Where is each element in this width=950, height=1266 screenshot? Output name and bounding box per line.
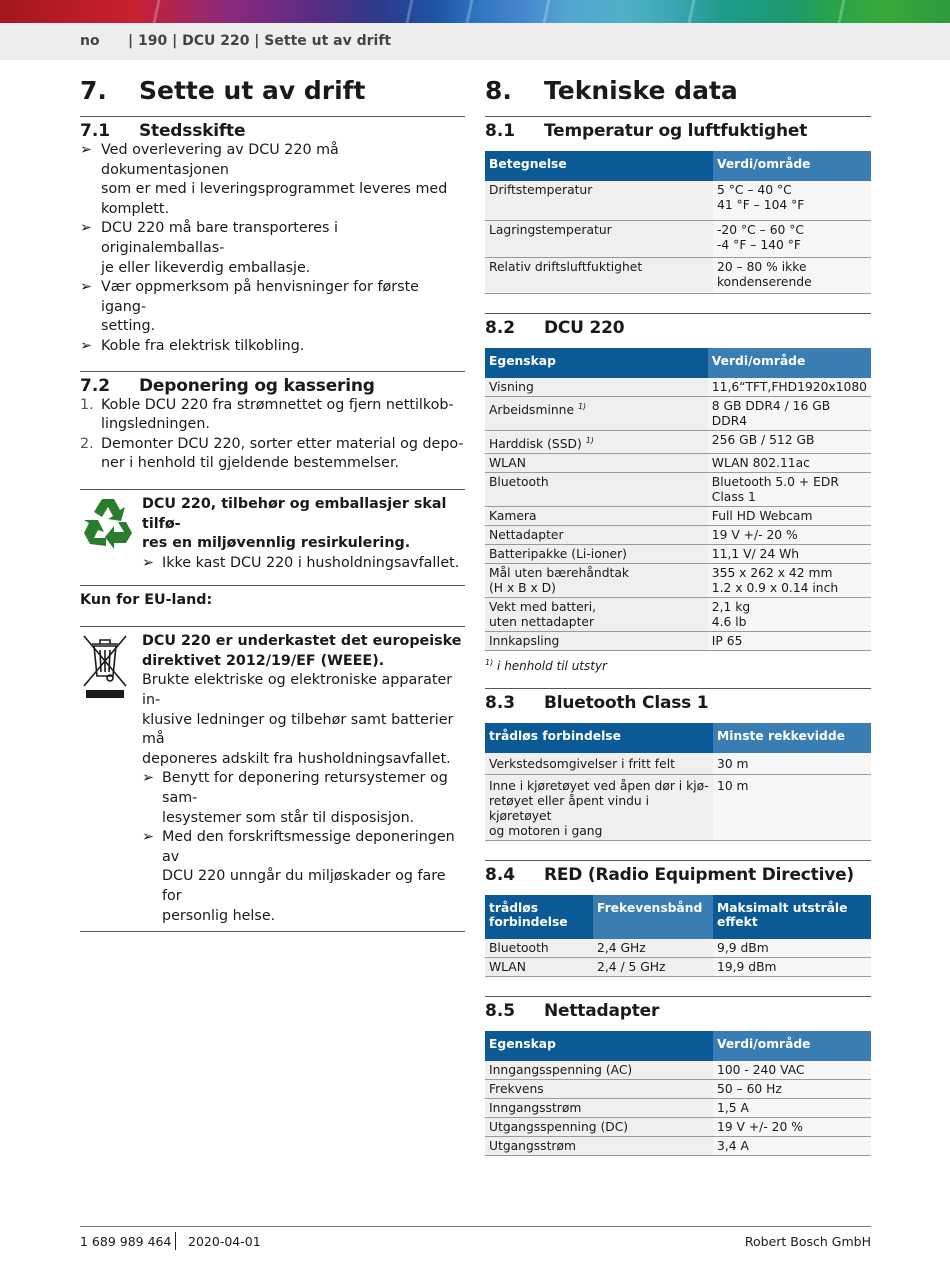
- table-row: Bluetooth 2,4 GHz 9,9 dBm: [485, 939, 871, 958]
- footnote: $^{1)}$ i henhold til utstyr: [485, 657, 607, 673]
- power-adapter-table: Egenskap Verdi/område Inngangsspenning (AC) 100 - 240 VAC Frekvens 50 – 60 Hz Inngangsstrøm 1,5 A Utgangsspenning (DC) 19 V +/- 20 % Utgangsstrøm 3,4 A: [485, 1031, 871, 1156]
- section-8-2-heading: 8.2 DCU 220: [485, 317, 625, 338]
- bosch-supergraphic-bar: [0, 0, 950, 23]
- table-row: Driftstemperatur 5 °C – 40 °C 41 °F – 104 °F: [485, 181, 871, 220]
- relocation-list: [80, 141, 465, 357]
- table-row: WLAN 2,4 / 5 GHz 19,9 dBm: [485, 958, 871, 977]
- section-7-2-heading: 7.2 Deponering og kassering: [80, 375, 375, 396]
- table-row: Harddisk (SSD) $^{1)}$ 256 GB / 512 GB: [485, 430, 871, 453]
- table-row: Lagringstemperatur -20 °C – 60 °C -4 °F – 140 °F: [485, 220, 871, 257]
- section-8-heading: 8. Tekniske data: [485, 76, 871, 116]
- table-row: Arbeidsminne $^{1)}$ 8 GB DDR4 / 16 GB DDR4: [485, 396, 871, 430]
- table-row: Kamera Full HD Webcam: [485, 506, 871, 525]
- table-row: Nettadapter 19 V +/- 20 %: [485, 525, 871, 544]
- table-row: Utgangsspenning (DC) 19 V +/- 20 %: [485, 1118, 871, 1137]
- footer-separator: [175, 1232, 176, 1250]
- table-row: Innkapsling IP 65: [485, 631, 871, 650]
- table-row: Inngangsspenning (AC) 100 - 240 VAC: [485, 1061, 871, 1080]
- header-language: no: [80, 33, 100, 49]
- table-row: Utgangsstrøm 3,4 A: [485, 1137, 871, 1156]
- list-item: ➢ Koble fra elektrisk tilkobling.: [80, 337, 305, 354]
- bluetooth-range-table: trådløs forbindelse Minste rekkevidde Verkstedsomgivelser i fritt felt 30 m Inne i kjøretøyet ved åpen dør i kjø- retøyet eller åpent vindu i kjøretøyet og motoren i gang 10 m: [485, 723, 871, 842]
- table-row: Frekvens 50 – 60 Hz: [485, 1080, 871, 1099]
- recycling-notice: DCU 220, tilbehør og emballasjer skal tilfø- res en miljøvennlig resirkulering. ➢ Ikke kast DCU 220 i husholdningsavfallet.: [80, 490, 465, 585]
- eu-only-label: Kun for EU-land:: [80, 592, 213, 609]
- table-row: Bluetooth Bluetooth 5.0 + EDR Class 1: [485, 472, 871, 506]
- disposal-steps: [80, 396, 465, 474]
- section-8-4-heading: 8.4 RED (Radio Equipment Directive): [485, 865, 854, 886]
- section-7-title: Sette ut av drift: [139, 76, 366, 105]
- table-row: Inne i kjøretøyet ved åpen dør i kjø- retøyet eller åpent vindu i kjøretøyet og motoren i gang 10 m: [485, 775, 871, 841]
- list-item: ➢ DCU 220 må bare transporteres i originalemballas- je eller likeverdig emballasje.: [80, 220, 338, 276]
- right-column: [485, 76, 871, 1156]
- weee-crossed-bin-icon: [80, 632, 142, 926]
- table-row: Relativ driftsluftfuktighet 20 – 80 % ikke kondenserende: [485, 257, 871, 293]
- list-item: 1. Koble DCU 220 fra strømnettet og fjern nettilkob- lingsledningen.: [80, 396, 454, 433]
- section-8-title: Tekniske data: [544, 76, 738, 105]
- weee-notice: DCU 220 er underkastet det europeiske direktivet 2012/19/EF (WEEE). Brukte elektriske og elektroniske apparater in- klusive ledninger og tilbehør samt batterier må deponeres adskilt fra husholdningsavfallet. ➢ Benytt for deponering retursystemer og sam- lesystemer som står til disposisjon. ➢ Med den forskriftsmessige deponeringen av DCU 220 unngår du miljøskader og fare for personlig helse.: [80, 627, 465, 938]
- list-item: 2. Demonter DCU 220, sorter etter material og depo- ner i henhold til gjeldende bestemmelser.: [80, 435, 464, 472]
- table-row: Mål uten bærehåndtak (H x B x D) 355 x 262 x 42 mm 1.2 x 0.9 x 0.14 inch: [485, 563, 871, 597]
- section-7-1-heading: 7.1 Stedsskifte: [80, 121, 246, 141]
- footer-date: 2020-04-01: [188, 1234, 261, 1249]
- table-row: Visning 11,6“TFT,FHD1920x1080: [485, 378, 871, 397]
- section-8-5-heading: 8.5 Nettadapter: [485, 1001, 660, 1022]
- table-row: Inngangsstrøm 1,5 A: [485, 1099, 871, 1118]
- header-breadcrumb: | 190 | DCU 220 | Sette ut av drift: [128, 33, 392, 49]
- table-row: Vekt med batteri, uten nettadapter 2,1 kg 4.6 lb: [485, 597, 871, 631]
- section-8-3-heading: 8.3 Bluetooth Class 1: [485, 692, 709, 713]
- table-row: WLAN WLAN 802.11ac: [485, 453, 871, 472]
- red-directive-table: trådløs forbindelse Frekevensbånd Maksimalt utstråle effekt Bluetooth 2,4 GHz 9,9 dBm WLAN 2,4 / 5 GHz 19,9 dBm: [485, 895, 871, 977]
- list-item: ➢ Ved overlevering av DCU 220 må dokumentasjonen som er med i leveringsprogrammet leveres med komplett.: [80, 142, 448, 217]
- footer-document-number: 1 689 989 464: [80, 1234, 172, 1249]
- section-7-heading: 7. Sette ut av drift: [80, 76, 465, 116]
- left-column: [80, 76, 465, 932]
- list-item: ➢ Vær oppmerksom på henvisninger for første igang- setting.: [80, 279, 419, 335]
- table-row: Verkstedsomgivelser i fritt felt 30 m: [485, 753, 871, 775]
- table-row: Batteripakke (Li-ioner) 11,1 V/ 24 Wh: [485, 544, 871, 563]
- footer-company: Robert Bosch GmbH: [744, 1234, 871, 1249]
- recycle-icon: [80, 495, 142, 573]
- temperature-table: Betegnelse Verdi/område Driftstemperatur 5 °C – 40 °C 41 °F – 104 °F Lagringstemperatur -20 °C – 60 °C -4 °F – 140 °F Relativ driftsluftfuktighet 20 – 80 % ikke kondenserende: [485, 151, 871, 294]
- footer-rule: [80, 1226, 871, 1227]
- dcu220-specs-table: Egenskap Verdi/område Visning 11,6“TFT,FHD1920x1080 Arbeidsminne $^{1)}$ 8 GB DDR4 / 16 GB DDR4 Harddisk (SSD) $^{1)}$ 256 GB / 512 GB WLAN WLAN 802.11ac Bluetooth Bluetooth 5.0 + EDR Class 1 Kamera Full HD Webcam Nettadapter 19 V +/- 20 % Batteripakke (Li-ioner) 11,1 V/ 24 Wh Mål uten bærehåndtak (H x B x D) 355 x 262 x 42 mm 1.2 x 0.9 x 0.14 inch Vekt med batteri, uten nettadapter 2,1 kg 4.6 lb Innkapsling IP 65: [485, 348, 871, 651]
- section-8-1-heading: 8.1 Temperatur og luftfuktighet: [485, 121, 808, 141]
